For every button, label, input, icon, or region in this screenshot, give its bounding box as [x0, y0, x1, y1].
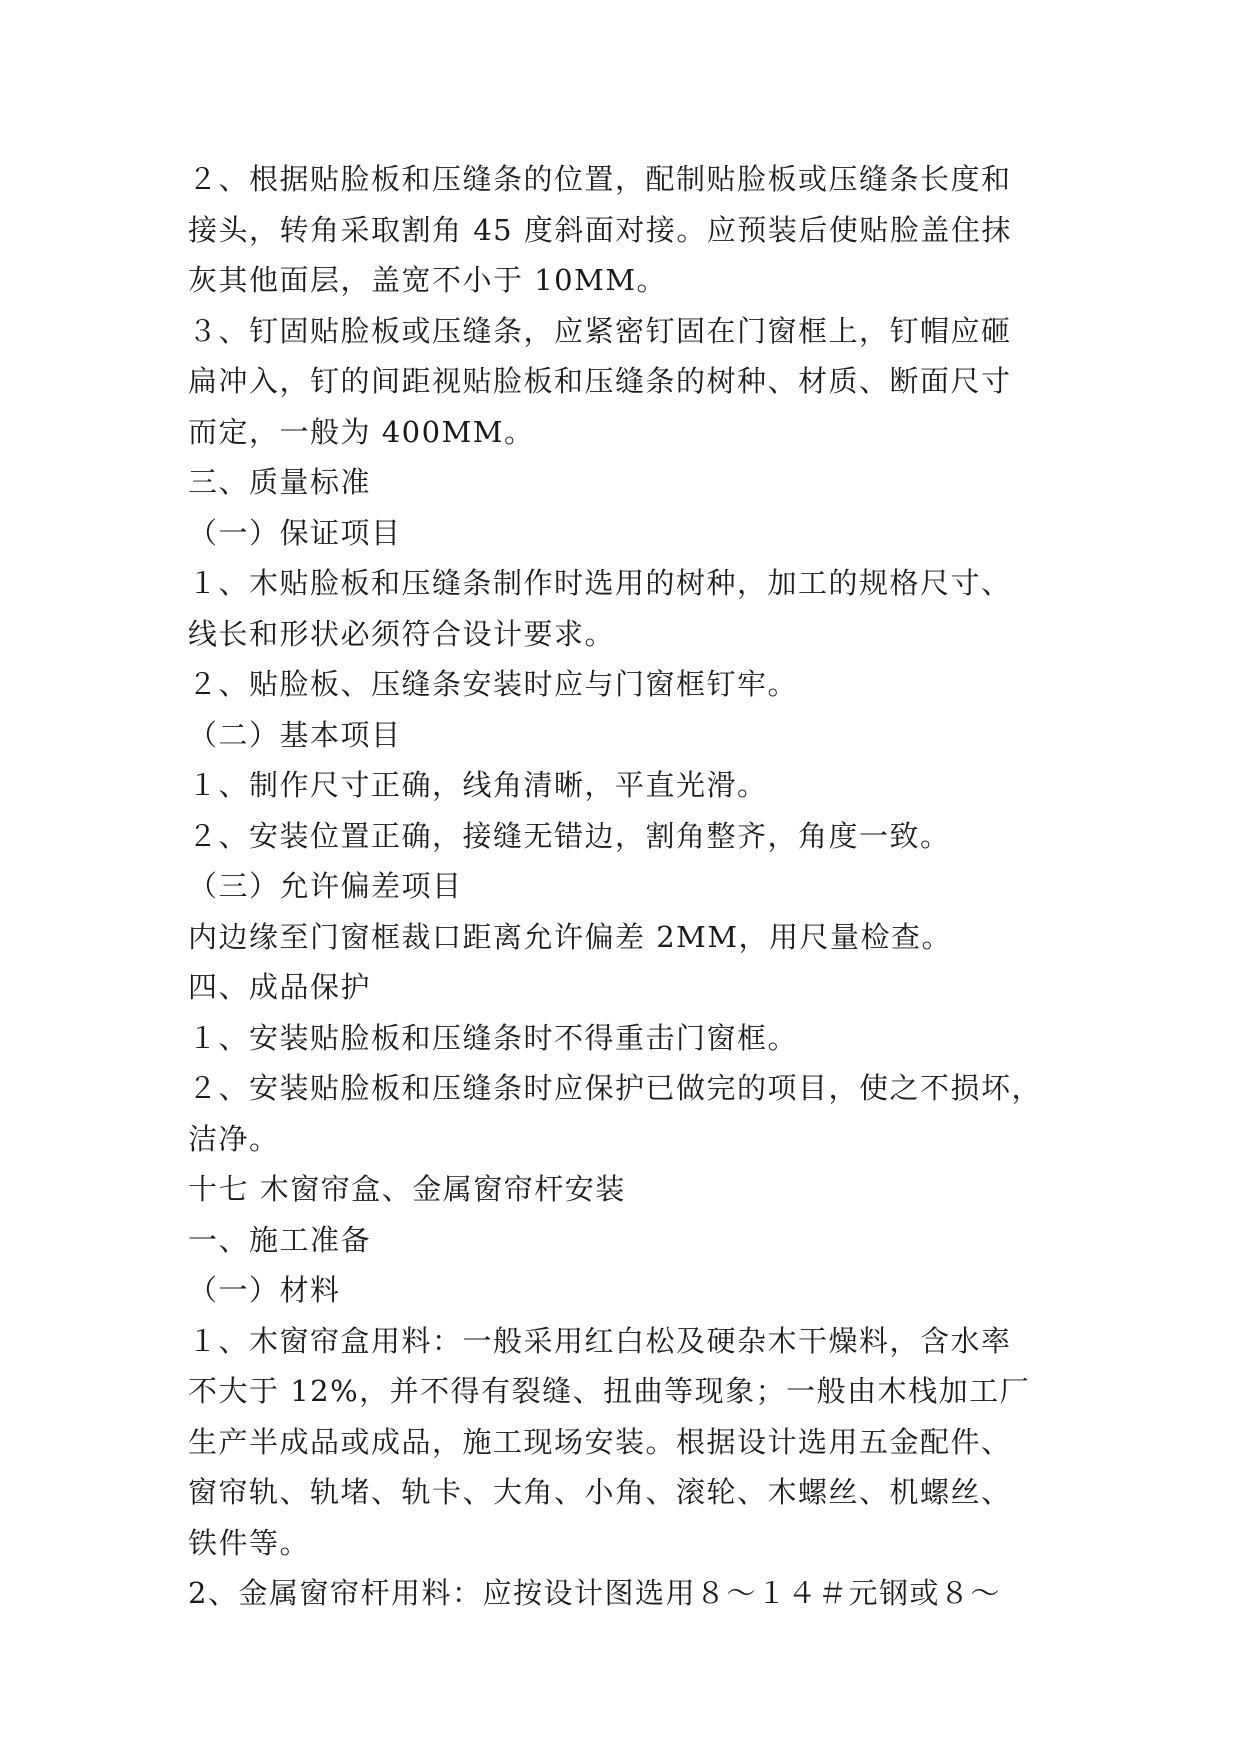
section-heading: 一、施工准备 — [188, 1222, 372, 1257]
text-line: 扁冲入，钉的间距视贴脸板和压缝条的树种、材质、断面尺寸 — [188, 364, 1012, 398]
text-line: ２、安装位置正确，接缝无错边，割角整齐，角度一致。 — [188, 818, 951, 853]
text-line: １、木贴脸板和压缝条制作时选用的树种，加工的规格尺寸、 — [188, 566, 1012, 600]
text-line: ２、安装贴脸板和压缝条时应保护已做完的项目，使之不损坏， — [188, 1071, 1043, 1105]
text-line: 洁净。 — [188, 1121, 280, 1156]
text-line: 内边缘至门窗框裁口距离允许偏差 2MM，用尺量检查。 — [188, 919, 953, 954]
chapter-heading: 十七 木窗帘盒、金属窗帘杆安装 — [188, 1172, 626, 1206]
document-body — [188, 154, 1058, 1619]
subsection-heading: （一）保证项目 — [188, 515, 402, 550]
text-line: 线长和形状必须符合设计要求。 — [188, 616, 616, 651]
text-line: 2、金属窗帘杆用料：应按设计图选用８～１４＃元钢或８～ — [188, 1576, 1001, 1610]
subsection-heading: （一）材料 — [188, 1273, 341, 1307]
text-line: ２、贴脸板、压缝条安装时应与门窗框钉牢。 — [188, 667, 799, 701]
text-line: 生产半成品或成品，施工现场安装。根据设计选用五金配件、 — [188, 1424, 1012, 1459]
text-line: 不大于 12%，并不得有裂缝、扭曲等现象；一般由木栈加工厂 — [188, 1374, 1031, 1408]
text-line: １、安装贴脸板和压缝条时不得重击门窗框。 — [188, 1020, 799, 1055]
text-line: ２、根据贴脸板和压缝条的位置，配制贴脸板或压缝条长度和 — [188, 162, 1012, 196]
text-line: ３、钉固贴脸板或压缝条，应紧密钉固在门窗框上，钉帽应砸 — [188, 313, 1012, 348]
section-heading: 三、质量标准 — [188, 465, 372, 499]
subsection-heading: （二）基本项目 — [188, 717, 402, 752]
text-line: 铁件等。 — [188, 1525, 311, 1560]
text-line: 灰其他面层，盖宽不小于 10MM。 — [188, 263, 668, 297]
text-line: 接头，转角采取割角 45 度斜面对接。应预装后使贴脸盖住抹 — [188, 212, 1012, 247]
section-heading: 四、成品保护 — [188, 970, 372, 1004]
text-line: 窗帘轨、轨堵、轨卡、大角、小角、滚轮、木螺丝、机螺丝、 — [188, 1475, 1012, 1509]
text-line: １、制作尺寸正确，线角清晰，平直光滑。 — [188, 768, 768, 802]
subsection-heading: （三）允许偏差项目 — [188, 869, 463, 903]
text-line: 而定，一般为 400MM。 — [188, 414, 535, 449]
text-line: １、木窗帘盒用料：一般采用红白松及硬杂木干燥料，含水率 — [188, 1323, 1012, 1358]
